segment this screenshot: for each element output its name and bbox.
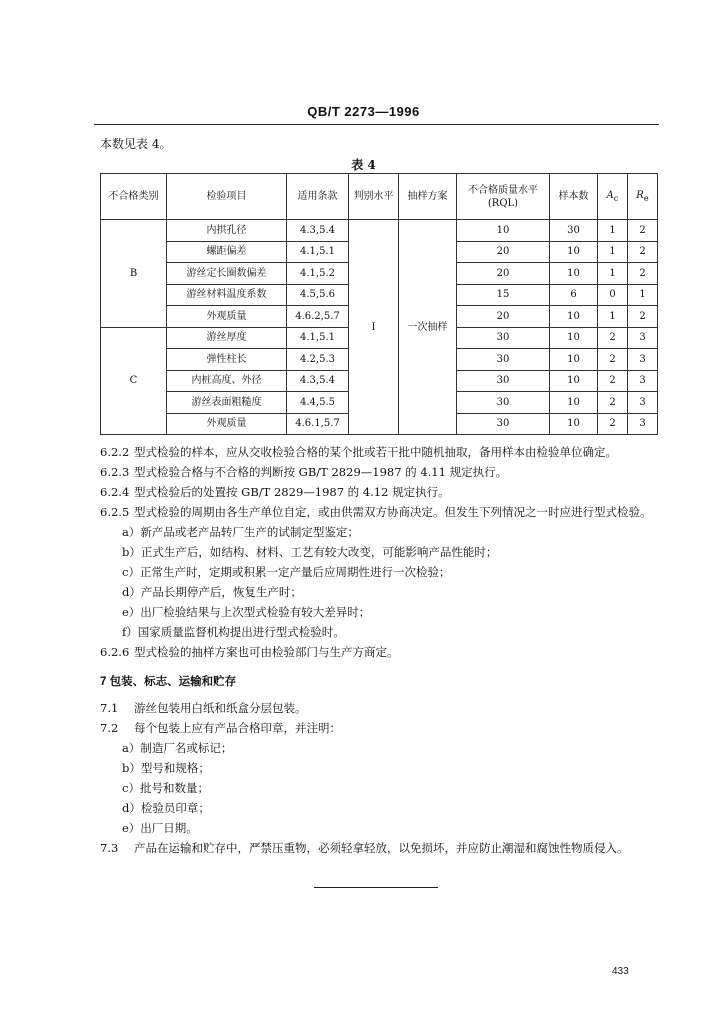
list-item: b）型号和规格； <box>122 761 210 775</box>
clause-cell: 4.2,5.3 <box>287 349 349 371</box>
rql-cell: 30 <box>457 413 550 435</box>
clause-cell: 4.6.2,5.7 <box>287 306 349 328</box>
para-text: 型式检验的周期由各生产单位自定，或由供需双方协商决定。但发生下列情况之一时应进行型式检验。 <box>134 505 652 519</box>
para-7-1 <box>100 698 660 718</box>
header-item: 检验项目 <box>167 174 287 220</box>
item-cell: 游丝表面粗糙度 <box>167 392 287 414</box>
re-cell: 3 <box>628 370 658 392</box>
ac-cell: 2 <box>598 392 628 414</box>
item-cell: 游丝厚度 <box>167 327 287 349</box>
intro-text: 本数见表 4。 <box>100 137 172 151</box>
clause-cell: 4.5,5.6 <box>287 284 349 306</box>
list-item: a）新产品或老产品转厂生产的试制定型鉴定； <box>122 525 359 539</box>
header-rql: 不合格质量水平(RQL) <box>457 174 550 220</box>
re-cell: 3 <box>628 327 658 349</box>
item-cell: 螺距偏差 <box>167 241 287 263</box>
clause-cell: 4.1,5.1 <box>287 241 349 263</box>
para-number: 6.2.3 <box>100 465 130 479</box>
header-re-sub: e <box>643 192 649 203</box>
item-cell: 外观质量 <box>167 413 287 435</box>
clause-cell: 4.3,5.4 <box>287 370 349 392</box>
rql-cell: 30 <box>457 327 550 349</box>
list-item: f）国家质量监督机构提出进行型式检验时。 <box>122 625 345 639</box>
para-text: 型式检验后的处置按 GB/T 2829—1987 的 4.12 规定执行。 <box>134 485 450 499</box>
ac-cell: 0 <box>598 284 628 306</box>
ac-cell: 2 <box>598 349 628 371</box>
list-item: b）正式生产后，如结构、材料、工艺有较大改变，可能影响产品性能时； <box>122 545 498 559</box>
item-cell: 内桩高度、外径 <box>167 370 287 392</box>
clause-cell: 4.1,5.2 <box>287 263 349 285</box>
header-re-letter: R <box>636 189 644 201</box>
header-scheme: 抽样方案 <box>399 174 457 220</box>
clause-cell: 4.1,5.1 <box>287 327 349 349</box>
document-code-header: QB/T 2273—1996 <box>307 104 420 119</box>
para-text: 产品在运输和贮存中，严禁压重物，必须轻拿轻放，以免损坏，并应防止潮湿和腐蚀性物质侵入。 <box>134 841 629 855</box>
para-text: 型式检验合格与不合格的判断按 GB/T 2829—1987 的 4.11 规定执行。 <box>134 465 508 479</box>
re-cell: 2 <box>628 263 658 285</box>
rql-cell: 20 <box>457 263 550 285</box>
ac-cell: 2 <box>598 327 628 349</box>
category-cell: C <box>101 327 167 435</box>
rql-cell: 20 <box>457 306 550 328</box>
item-cell: 游丝定长圈数偏差 <box>167 263 287 285</box>
para-6-2-3 <box>100 462 660 482</box>
sample-cell: 6 <box>550 284 598 306</box>
ac-cell: 1 <box>598 220 628 242</box>
table-title: 表 4 <box>351 158 376 172</box>
rql-cell: 30 <box>457 349 550 371</box>
rql-cell: 30 <box>457 370 550 392</box>
ac-cell: 1 <box>598 241 628 263</box>
para-6-2-2 <box>100 442 660 462</box>
sample-cell: 10 <box>550 413 598 435</box>
item-cell: 外观质量 <box>167 306 287 328</box>
header-clause: 适用条款 <box>287 174 349 220</box>
sample-cell: 10 <box>550 349 598 371</box>
para-number: 6.2.4 <box>100 485 130 499</box>
para-text: 型式检验的抽样方案也可由检验部门与生产方商定。 <box>134 645 399 659</box>
ac-cell: 1 <box>598 263 628 285</box>
rql-cell: 30 <box>457 392 550 414</box>
item-cell: 弹性柱长 <box>167 349 287 371</box>
header-ac-sub: c <box>613 192 619 203</box>
re-cell: 3 <box>628 392 658 414</box>
ac-cell: 2 <box>598 370 628 392</box>
scheme-cell: 一次抽样 <box>399 220 457 435</box>
re-cell: 2 <box>628 220 658 242</box>
sample-cell: 10 <box>550 327 598 349</box>
header-sample: 样本数 <box>550 174 598 220</box>
sample-cell: 10 <box>550 392 598 414</box>
header-ac-letter: A <box>606 189 614 201</box>
table-body <box>101 220 658 435</box>
end-rule <box>314 887 438 888</box>
para-number: 6.2.6 <box>100 645 130 659</box>
section-7-heading: 7 包装、标志、运输和贮存 <box>100 676 237 688</box>
clause-cell: 4.6.1,5.7 <box>287 413 349 435</box>
para-number: 6.2.5 <box>100 505 130 519</box>
para-number: 7.2 <box>100 721 119 735</box>
header-re <box>628 174 658 220</box>
sample-cell: 10 <box>550 370 598 392</box>
re-cell: 1 <box>628 284 658 306</box>
rql-cell: 10 <box>457 220 550 242</box>
item-cell: 内拱孔径 <box>167 220 287 242</box>
para-number: 7.3 <box>100 841 119 855</box>
clause-cell: 4.3,5.4 <box>287 220 349 242</box>
re-cell: 2 <box>628 241 658 263</box>
para-6-2-4 <box>100 482 660 502</box>
rql-cell: 20 <box>457 241 550 263</box>
clause-cell: 4.4,5.5 <box>287 392 349 414</box>
para-6-2-5 <box>100 502 660 522</box>
re-cell: 3 <box>628 413 658 435</box>
sample-cell: 30 <box>550 220 598 242</box>
para-text: 型式检验的样本，应从交收检验合格的某个批或若干批中随机抽取，备用样本由检验单位确定。 <box>134 445 617 459</box>
category-cell: B <box>101 220 167 328</box>
sample-cell: 10 <box>550 306 598 328</box>
header-ac <box>598 174 628 220</box>
para-7-3 <box>100 838 660 858</box>
list-item: d）产品长期停产后，恢复生产时； <box>122 585 302 599</box>
header-level: 判别水平 <box>349 174 399 220</box>
re-cell: 2 <box>628 306 658 328</box>
list-item: e）出厂检验结果与上次型式检验有较大差异时； <box>122 605 371 619</box>
list-item: d）检验员印章； <box>122 801 210 815</box>
header-rule <box>94 124 659 125</box>
body-text <box>100 442 660 858</box>
header-category: 不合格类别 <box>101 174 167 220</box>
table-header-row <box>101 174 658 220</box>
level-cell: I <box>349 220 399 435</box>
list-item: a）制造厂名或标记； <box>122 741 233 755</box>
item-cell: 游丝材料温度系数 <box>167 284 287 306</box>
sampling-table <box>100 173 658 435</box>
ac-cell: 2 <box>598 413 628 435</box>
rql-cell: 15 <box>457 284 550 306</box>
table-row <box>101 220 658 242</box>
para-text: 每个包装上应有产品合格印章，并注明： <box>134 721 341 735</box>
sample-cell: 10 <box>550 241 598 263</box>
ac-cell: 1 <box>598 306 628 328</box>
sample-cell: 10 <box>550 263 598 285</box>
list-item: c）正常生产时，定期或积累一定产量后应周期性进行一次检验； <box>122 565 451 579</box>
list-item: c）批号和数量； <box>122 781 209 795</box>
para-number: 7.1 <box>100 701 119 715</box>
para-text: 游丝包装用白纸和纸盒分层包装。 <box>134 701 307 715</box>
para-7-2 <box>100 718 660 738</box>
re-cell: 3 <box>628 349 658 371</box>
list-item: e）出厂日期。 <box>122 821 198 835</box>
para-number: 6.2.2 <box>100 445 130 459</box>
page-number: 433 <box>612 966 629 977</box>
para-6-2-6 <box>100 642 660 662</box>
